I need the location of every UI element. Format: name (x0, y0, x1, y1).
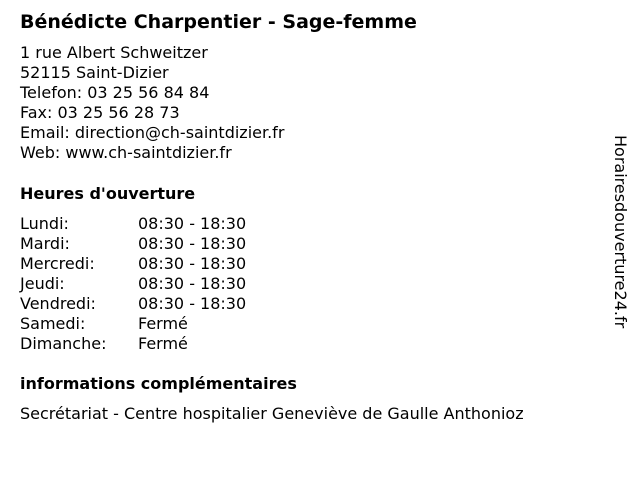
info-heading: informations complémentaires (20, 374, 297, 393)
address-street: 1 rue Albert Schweitzer (20, 43, 208, 62)
day-label: Vendredi: (20, 294, 96, 313)
email-address: Email: direction@ch-saintdizier.fr (20, 123, 285, 142)
day-label: Samedi: (20, 314, 86, 333)
site-watermark: Horairesdouverture24.fr (611, 135, 630, 329)
day-label: Dimanche: (20, 334, 107, 353)
day-label: Lundi: (20, 214, 69, 233)
hours-value: Fermé (138, 334, 188, 353)
website: Web: www.ch-saintdizier.fr (20, 143, 232, 162)
hours-value: 08:30 - 18:30 (138, 234, 247, 253)
contact-block (20, 43, 284, 163)
day-label: Mercredi: (20, 254, 95, 273)
hours-heading: Heures d'ouverture (20, 184, 196, 203)
address-city: 52115 Saint-Dizier (20, 63, 169, 82)
hours-value: 08:30 - 18:30 (138, 294, 247, 313)
info-text: Secrétariat - Centre hospitalier Geneviève de Gaulle Anthonioz (20, 404, 524, 423)
hours-value: 08:30 - 18:30 (138, 254, 247, 273)
day-label: Mardi: (20, 234, 70, 253)
day-label: Jeudi: (20, 274, 65, 293)
phone-number: Telefon: 03 25 56 84 84 (20, 83, 210, 102)
fax-number: Fax: 03 25 56 28 73 (20, 103, 180, 122)
page-title: Bénédicte Charpentier - Sage-femme (20, 11, 417, 33)
hours-value: Fermé (138, 314, 188, 333)
hours-value: 08:30 - 18:30 (138, 274, 247, 293)
hours-value: 08:30 - 18:30 (138, 214, 247, 233)
